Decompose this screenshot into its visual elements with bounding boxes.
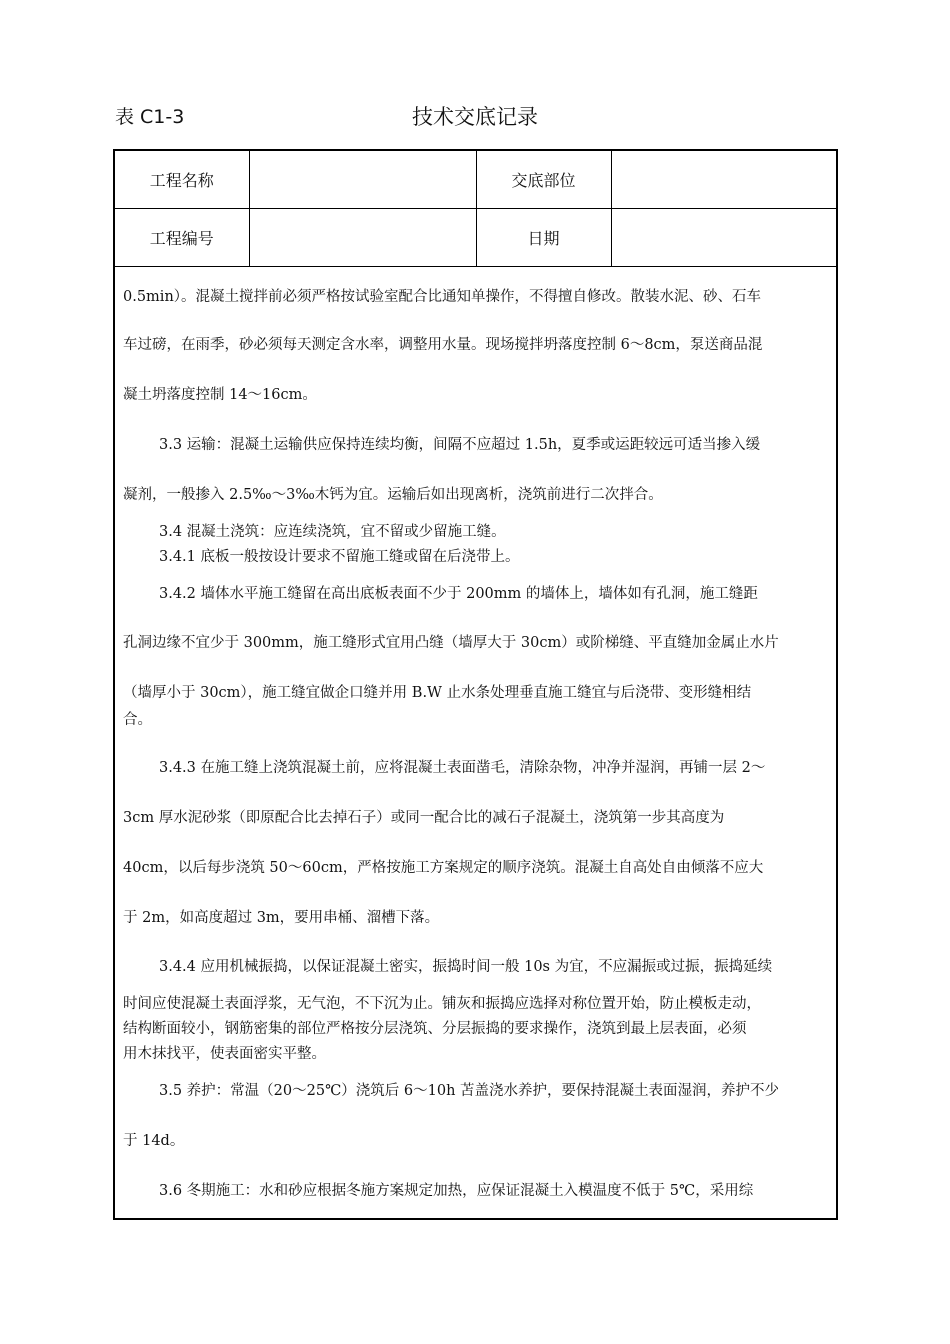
- body-line: 3.4.3 在施工缝上浇筑混凝土前，应将混凝土表面凿毛，清除杂物，冲净并湿润，再铺一层 2～: [159, 760, 766, 776]
- record-frame: [113, 149, 838, 1220]
- project-no-label: 工程编号: [115, 209, 249, 267]
- body-line: 3.4.4 应用机械振捣，以保证混凝土密实，振捣时间一般 10s 为宜，不应漏振或过振，振捣延续: [159, 959, 773, 975]
- body-line: 3cm 厚水泥砂浆（即原配合比去掉石子）或同一配合比的减石子混凝土，浇筑第一步其高度为: [123, 810, 725, 826]
- body-line: 用木抹找平，使表面密实平整。: [123, 1046, 326, 1062]
- body-line: 凝土坍落度控制 14～16cm。: [123, 387, 317, 403]
- body-line: 孔洞边缘不宜少于 300mm，施工缝形式宜用凸缝（墙厚大于 30cm）或阶梯缝、平直缝加金属止水片: [123, 635, 779, 651]
- form-id: 表 C1-3: [115, 106, 185, 128]
- body-line: （墙厚小于 30cm），施工缝宜做企口缝并用 B.W 止水条处理垂直施工缝宜与后浇带、变形缝相结: [123, 685, 752, 701]
- body-line: 3.5 养护：常温（20～25℃）浇筑后 6～10h 苫盖浇水养护，要保持混凝土表面湿润，养护不少: [159, 1083, 780, 1099]
- body-line: 车过磅，在雨季，砂必须每天测定含水率，调整用水量。现场搅拌坍落度控制 6～8cm，泵送商品混: [123, 337, 763, 353]
- date-field[interactable]: [611, 209, 836, 267]
- body-line: 3.4.2 墙体水平施工缝留在高出底板表面不少于 200mm 的墙体上，墙体如有孔洞，施工缝距: [159, 586, 758, 602]
- body-line: 3.4.1 底板一般按设计要求不留施工缝或留在后浇带上。: [159, 549, 520, 565]
- body-line: 凝剂，一般掺入 2.5‰～3‰木钙为宜。运输后如出现离析，浇筑前进行二次拌合。: [123, 487, 663, 503]
- project-name-label: 工程名称: [115, 151, 249, 209]
- body-line: 40cm，以后每步浇筑 50～60cm，严格按施工方案规定的顺序浇筑。混凝土自高处自由倾落不应大: [123, 860, 764, 876]
- header-table: [115, 151, 836, 267]
- project-no-field[interactable]: [249, 209, 476, 267]
- body-line: 3.4 混凝土浇筑：应连续浇筑，宜不留或少留施工缝。: [159, 524, 506, 540]
- body-line: 合。: [123, 712, 152, 728]
- body-line: 结构断面较小，钢筋密集的部位严格按分层浇筑、分层振捣的要求操作，浇筑到最上层表面，必须: [123, 1021, 747, 1037]
- page-title: 技术交底记录: [412, 105, 538, 129]
- date-label: 日期: [476, 209, 611, 267]
- body-line: 3.3 运输：混凝土运输供应保持连续均衡，间隔不应超过 1.5h，夏季或运距较远可适当掺入缓: [159, 437, 761, 453]
- location-field[interactable]: [611, 151, 836, 209]
- body-line: 0.5min）。混凝土搅拌前必须严格按试验室配合比通知单操作，不得擅自修改。散装水泥、砂、石车: [123, 289, 762, 305]
- project-name-field[interactable]: [249, 151, 476, 209]
- body-line: 于 2m，如高度超过 3m，要用串桶、溜槽下落。: [123, 910, 440, 926]
- location-label: 交底部位: [476, 151, 611, 209]
- body-line: 时间应使混凝土表面浮浆，无气泡，不下沉为止。铺灰和振捣应选择对称位置开始，防止模板走动，: [123, 996, 761, 1012]
- body-line: 于 14d。: [123, 1133, 185, 1149]
- body-line: 3.6 冬期施工：水和砂应根据冬施方案规定加热，应保证混凝土入模温度不低于 5℃，采用综: [159, 1183, 754, 1199]
